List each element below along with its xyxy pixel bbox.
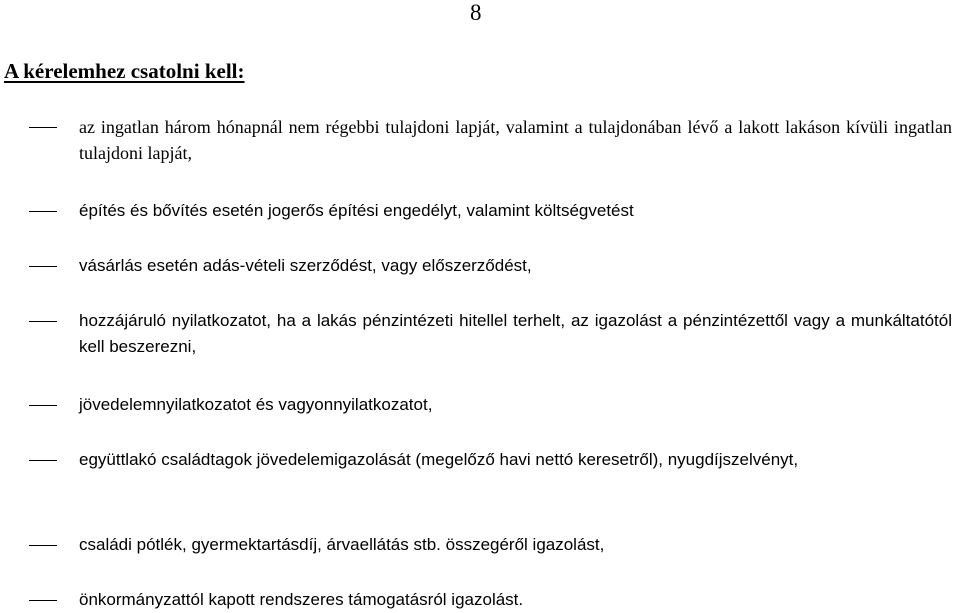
list-item xyxy=(42,532,952,558)
list-item xyxy=(42,308,952,360)
list-item-text: az ingatlan három hónapnál nem régebbi tulajdoni lapját, valamint a tulajdonában lévő a lakott lakáson kívüli ingatlan tulajdoni lapját, xyxy=(79,117,952,163)
dash-bullet-icon xyxy=(29,460,57,461)
list-item-text: jövedelemnyilatkozatot és vagyonnyilatkozatot, xyxy=(79,395,433,414)
list-item-text: építés és bővítés esetén jogerős építési engedélyt, valamint költségvetést xyxy=(79,201,634,220)
dash-bullet-icon xyxy=(29,545,57,546)
list-item-text: önkormányzattól kapott rendszeres támogatásról igazolást. xyxy=(79,590,524,609)
dash-bullet-icon xyxy=(29,600,57,601)
dash-bullet-icon xyxy=(29,321,57,322)
dash-bullet-icon xyxy=(29,211,57,212)
list-item-text: hozzájáruló nyilatkozatot, ha a lakás pénzintézeti hitellel terhelt, az igazolást a pénzintézettől vagy a munkáltatótól kell beszerezni, xyxy=(79,311,952,356)
dash-bullet-icon xyxy=(29,266,57,267)
list-item-text: együttlakó családtagok jövedelemigazolását (megelőző havi nettó keresetről), nyugdíjszelvényt, xyxy=(79,450,799,469)
list-item-text: vásárlás esetén adás-vételi szerződést, vagy előszerződést, xyxy=(79,256,532,275)
list-item xyxy=(42,253,952,279)
list-item xyxy=(42,447,952,473)
list-item xyxy=(42,392,952,418)
dash-bullet-icon xyxy=(29,127,57,128)
page-number: 8 xyxy=(470,0,482,25)
dash-bullet-icon xyxy=(29,405,57,406)
page-heading: A kérelemhez csatolni kell: xyxy=(4,59,245,83)
list-item-text: családi pótlék, gyermektartásdíj, árvaellátás stb. összegéről igazolást, xyxy=(79,535,605,554)
list-item xyxy=(42,198,952,224)
list-item xyxy=(42,114,952,166)
list-item xyxy=(42,587,952,613)
